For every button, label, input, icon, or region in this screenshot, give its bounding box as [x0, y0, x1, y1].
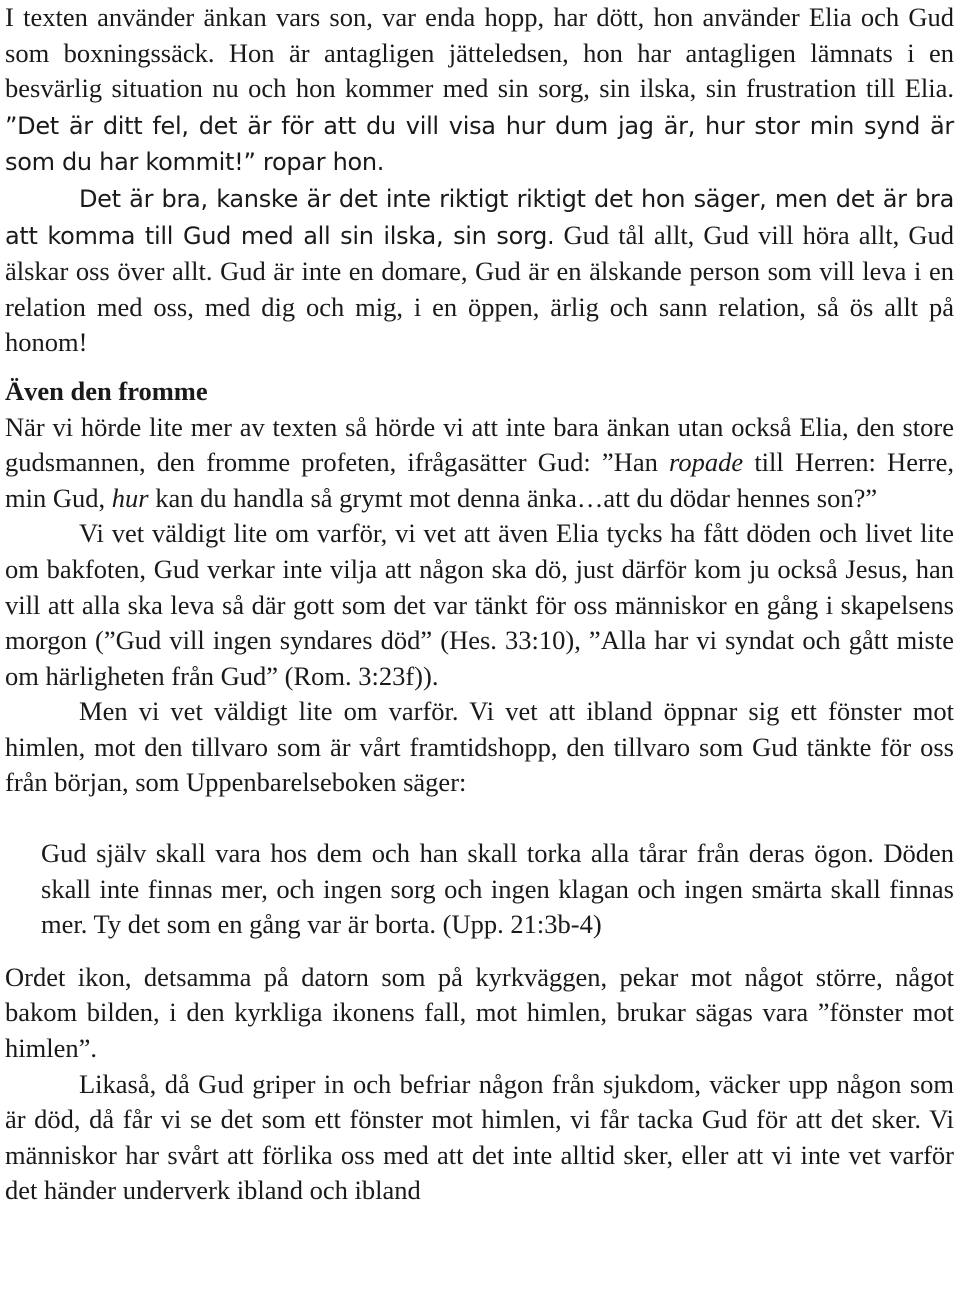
paragraph-window: Men vi vet väldigt lite om varför. Vi vet att ibland öppnar sig ett fönster mot himlen, mot den tillvaro som är vårt framtidshopp, den tillvaro som Gud tänkte för oss från början, som Uppenbarelseboken säger:: [5, 696, 954, 798]
paragraph-why: Vi vet väldigt lite om varför, vi vet att även Elia tycks ha fått döden och livet lite om bakfoten, Gud verkar inte vilja att någon ska dö, just därför kom ju också Jesus, han vill att alla ska leva så där gott som det var tänkt för oss människor en gång i skapelsens morgon (”Gud vill ingen syndares död” (Hes. 33:10), ”Alla har vi syndat och gått miste om härligheten från Gud” (Rom. 3:23f)).: [5, 518, 954, 691]
emphasis-text: ropade: [669, 447, 744, 478]
paragraph-text: Gud tål allt, Gud vill höra allt, Gud älskar oss över allt. Gud är inte en domare, Gud är en älskande person som vill leva i en relation med oss, med dig och mig, i en öppen, ärlig och sann relation, så ös allt på honom!: [5, 219, 954, 358]
block-quote: Gud själv skall vara hos dem och han skall torka alla tårar från deras ögon. Döden skall inte finnas mer, och ingen sorg och ingen klagan och ingen smärta skall finnas mer. Ty det som en gång var är borta. (Upp. 21:3b-4): [41, 838, 954, 940]
paragraph-text: kan du handla så grymt mot denna änka…att du dödar hennes son?”: [148, 482, 878, 513]
paragraph-text: I texten använder änkan vars son, var enda hopp, har dött, hon använder Elia och Gud som boxningssäck. Hon är antagligen jätteledsen, hon har antagligen lämnats i en besvärlig situation nu och hon kommer med sin sorg, sin ilska, sin frustration till Elia.: [5, 2, 954, 104]
paragraph-miracles: Likaså, då Gud griper in och befriar någon från sjukdom, väcker upp någon som är död, då får vi se det som ett fönster mot himlen, vi får tacka Gud för att det sker. Vi människor har svårt att förlika oss med att det inte alltid sker, eller att vi inte vet varför det händer underverk ibland och ibland: [5, 1068, 954, 1206]
paragraph-text: När vi hörde lite mer av texten så hörde vi att inte bara änkan utan också Elia, den store gudsmannen, den fromme profeten, ifrågasätter Gud: ”Han: [5, 411, 954, 478]
widow-quote-text: ”Det är ditt fel, det är för att du vill visa hur dum jag är, hur stor min synd är som du har kommit!” ropar hon.: [5, 111, 954, 177]
paragraph-widow-anger: [5, 0, 954, 181]
section-heading: Även den fromme: [5, 375, 208, 406]
emphasis-text: hur: [111, 482, 149, 513]
paragraph-text: till Herren: Herre, min Gud,: [5, 447, 954, 513]
paragraph-text: Det är bra, kanske är det inte riktigt riktigt det hon säger, men det är bra att komma till Gud med all sin ilska, sin sorg.: [5, 184, 954, 250]
paragraph-icon: Ordet ikon, detsamma på datorn som på kyrkväggen, pekar mot något större, något bakom bilden, i den kyrkliga ikonens fall, mot himlen, brukar sägas vara ”fönster mot himlen”.: [5, 961, 954, 1064]
paragraph-god-can-bear: [5, 181, 954, 361]
paragraph-elijah-questions: [5, 410, 954, 517]
